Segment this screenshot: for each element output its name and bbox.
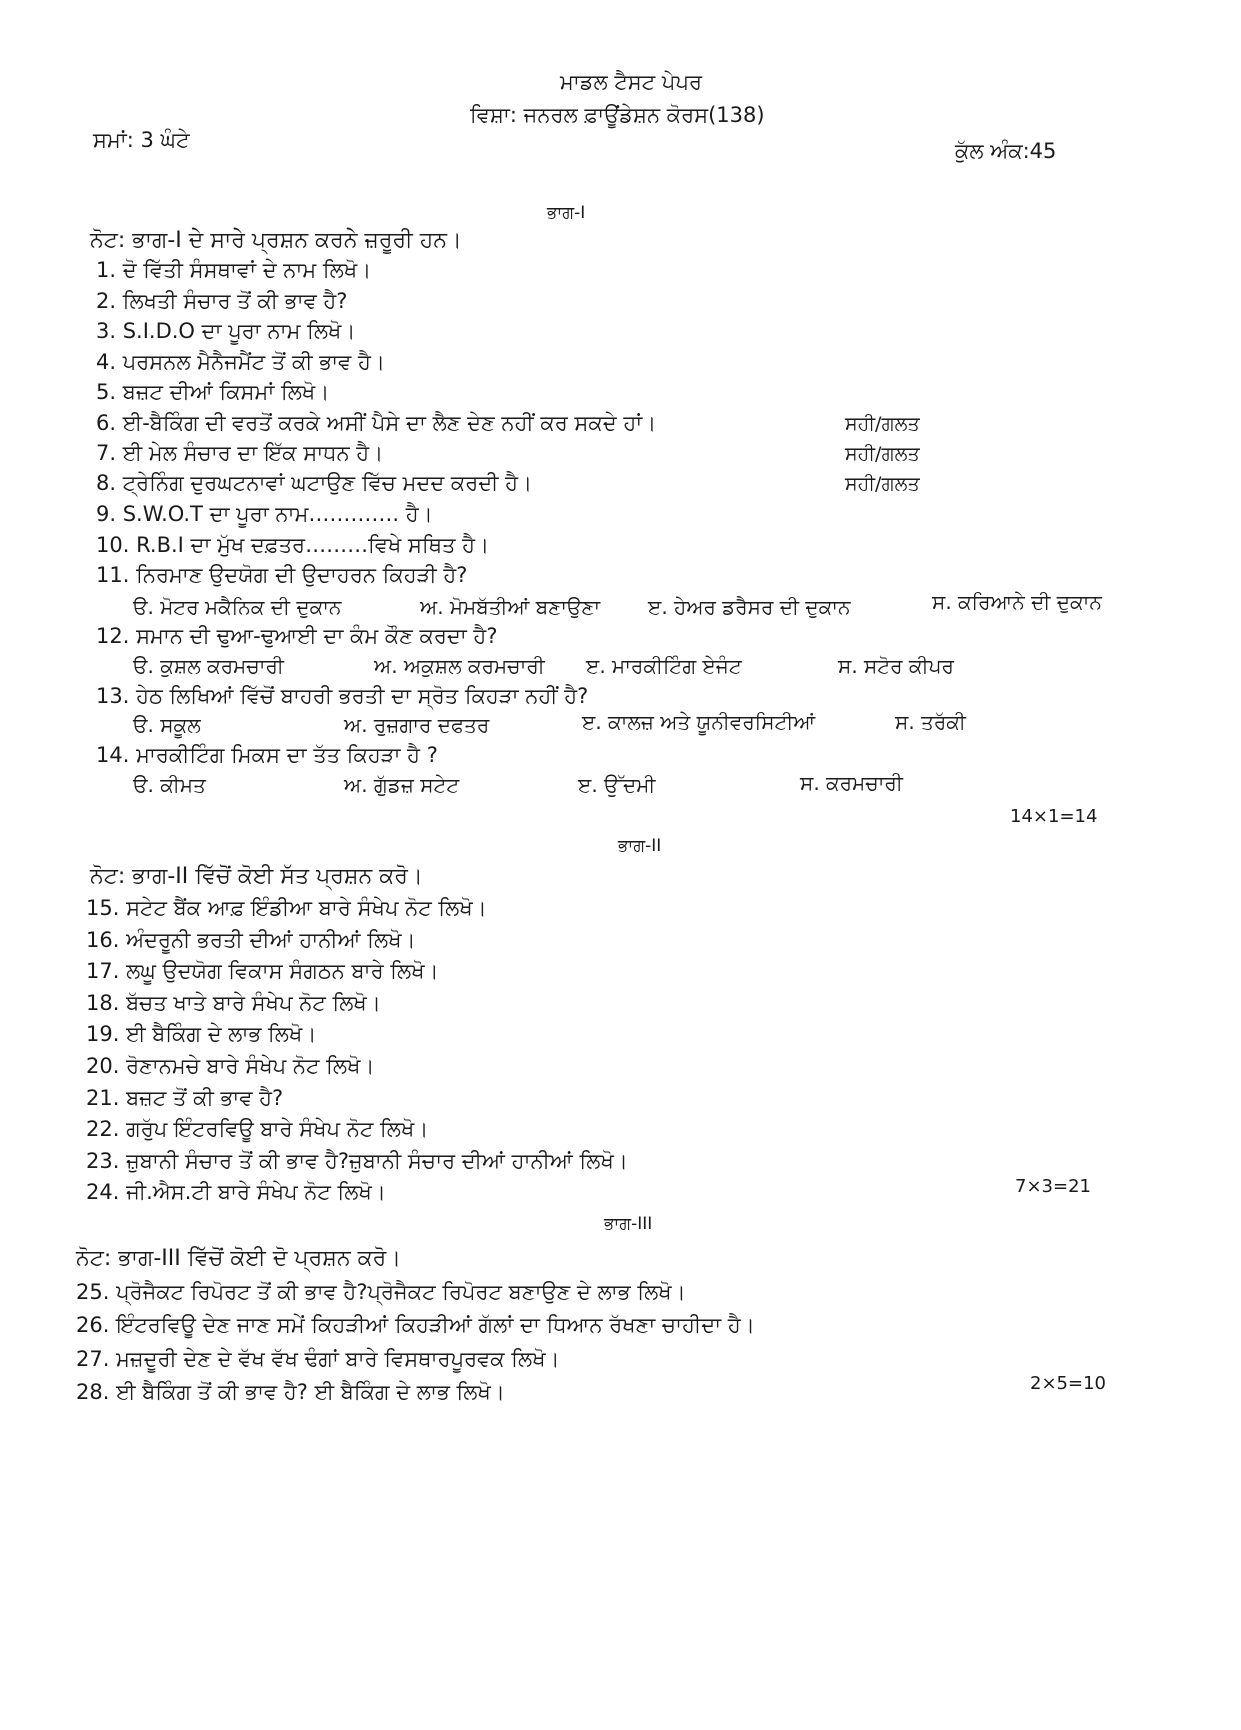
- option-q14-b: ਅ. ਗੁੱਡਜ਼ ਸਟੇਟ: [344, 773, 460, 797]
- question-16: 16. ਅੰਦਰੂਨੀ ਭਰਤੀ ਦੀਆਂ ਹਾਨੀਆਂ ਲਿਖੋ।: [86, 928, 416, 952]
- question-14: 14. ਮਾਰਕੀਟਿੰਗ ਮਿਕਸ ਦਾ ਤੱਤ ਕਿਹੜਾ ਹੈ ?: [96, 743, 438, 767]
- question-2: 2. ਲਿਖਤੀ ਸੰਚਾਰ ਤੋਂ ਕੀ ਭਾਵ ਹੈ?: [96, 289, 348, 313]
- option-q13-b: ਅ. ਰੁਜ਼ਗਾਰ ਦਫਤਰ: [344, 713, 490, 737]
- question-24: 24. ਜੀ.ਐਸ.ਟੀ ਬਾਰੇ ਸੰਖੇਪ ਨੋਟ ਲਿਖੋ।: [86, 1180, 386, 1204]
- true-false-label: ਸਹੀ/ਗਲਤ: [845, 413, 920, 435]
- question-28: 28. ਈ ਬੈਕਿੰਗ ਤੋਂ ਕੀ ਭਾਵ ਹੈ? ਈ ਬੈਕਿੰਗ ਦੇ ਲਾਭ ਲਿਖੋ।: [76, 1380, 505, 1404]
- question-18: 18. ਬੱਚਤ ਖਾਤੇ ਬਾਰੇ ਸੰਖੇਪ ਨੋਟ ਲਿਖੋ।: [86, 991, 381, 1015]
- option-q11-c: ੲ. ਹੇਅਰ ਡਰੈਸਰ ਦੀ ਦੁਕਾਨ: [648, 595, 851, 619]
- question-5: 5. ਬਜ਼ਟ ਦੀਆਂ ਕਿਸਮਾਂ ਲਿਖੋ।: [96, 380, 330, 404]
- question-22: 22. ਗਰੁੱਪ ਇੰਟਰਵਿਊ ਬਾਰੇ ਸੰਖੇਪ ਨੋਟ ਲਿਖੋ।: [86, 1117, 429, 1141]
- option-q12-c: ੲ. ਮਾਰਕੀਟਿੰਗ ਏਜੰਟ: [586, 654, 742, 678]
- question-19: 19. ਈ ਬੈਕਿੰਗ ਦੇ ਲਾਭ ਲਿਖੋ।: [86, 1022, 317, 1046]
- question-6: 6. ਈ-ਬੈਕਿੰਗ ਦੀ ਵਰਤੋਂ ਕਰਕੇ ਅਸੀਂ ਪੈਸੇ ਦਾ ਲੈਣ ਦੇਣ ਨਹੀਂ ਕਰ ਸਕਦੇ ਹਾਂ।: [96, 411, 657, 435]
- paper-title: ਮਾਡਲ ਟੈਸਟ ਪੇਪਰ: [560, 70, 703, 94]
- part3-heading: ਭਾਗ-III: [604, 1214, 653, 1234]
- option-q13-c: ੲ. ਕਾਲਜ਼ ਅਤੇ ਯੂਨੀਵਰਸਿਟੀਆਂ: [582, 710, 816, 734]
- question-27: 27. ਮਜ਼ਦੂਰੀ ਦੇਣ ਦੇ ਵੱਖ ਵੱਖ ਢੰਗਾਂ ਬਾਰੇ ਵਿਸਥਾਰਪੂਰਵਕ ਲਿਖੋ।: [76, 1347, 560, 1371]
- part3-note: ਨੋਟ: ਭਾਗ-III ਵਿੱਚੋਂ ਕੋਈ ਦੋ ਪ੍ਰਸ਼ਨ ਕਰੋ।: [76, 1246, 402, 1271]
- true-false-label: ਸਹੀ/ਗਲਤ: [845, 473, 920, 495]
- part1-marks: 14×1=14: [1010, 806, 1098, 827]
- question-10: 10. R.B.I ਦਾ ਮੁੱਖ ਦਫ਼ਤਰ………ਵਿਖੇ ਸਥਿਤ ਹੈ।: [96, 533, 490, 557]
- part2-marks: 7×3=21: [1015, 1176, 1091, 1197]
- question-9: 9. S.W.O.T ਦਾ ਪੂਰਾ ਨਾਮ…………. ਹੈ।: [96, 502, 433, 526]
- option-q14-a: ੳ. ਕੀਮਤ: [133, 773, 206, 797]
- question-17: 17. ਲਘੂ ਉਦਯੋਗ ਵਿਕਾਸ ਸੰਗਠਨ ਬਾਰੇ ਲਿਖੋ।: [86, 959, 439, 983]
- option-q14-d: ਸ. ਕਰਮਚਾਰੀ: [800, 771, 903, 795]
- option-q11-d: ਸ. ਕਰਿਆਨੇ ਦੀ ਦੁਕਾਨ: [932, 590, 1102, 614]
- part3-marks: 2×5=10: [1030, 1373, 1106, 1394]
- question-11: 11. ਨਿਰਮਾਣ ਉਦਯੋਗ ਦੀ ਉਦਾਹਰਨ ਕਿਹੜੀ ਹੈ?: [96, 563, 468, 587]
- question-15: 15. ਸਟੇਟ ਬੈਂਕ ਆਫ਼ ਇੰਡੀਆ ਬਾਰੇ ਸੰਖੇਪ ਨੋਟ ਲਿਖੋ।: [86, 896, 487, 920]
- question-25: 25. ਪ੍ਰੋਜੈਕਟ ਰਿਪੋਰਟ ਤੋਂ ਕੀ ਭਾਵ ਹੈ?ਪ੍ਰੋਜੈਕਟ ਰਿਪੋਰਟ ਬਣਾਉਣ ਦੇ ਲਾਭ ਲਿਖੋ।: [76, 1280, 686, 1304]
- option-q14-c: ੲ. ਉੱਦਮੀ: [578, 773, 656, 797]
- option-q13-a: ੳ. ਸਕੂਲ: [133, 713, 201, 737]
- question-3: 3. S.I.D.O ਦਾ ਪੂਰਾ ਨਾਮ ਲਿਖੋ।: [96, 319, 356, 343]
- true-false-label: ਸਹੀ/ਗਲਤ: [845, 443, 920, 465]
- question-12: 12. ਸਮਾਨ ਦੀ ਢੁਆ-ਢੁਆਈ ਦਾ ਕੰਮ ਕੌਣ ਕਰਦਾ ਹੈ?: [96, 624, 498, 648]
- option-q13-d: ਸ. ਤਰੱਕੀ: [895, 710, 966, 734]
- part1-note: ਨੋਟ: ਭਾਗ-I ਦੇ ਸਾਰੇ ਪ੍ਰਸ਼ਨ ਕਰਨੇ ਜ਼ਰੂਰੀ ਹਨ।: [90, 228, 462, 253]
- part2-heading: ਭਾਗ-II: [618, 836, 662, 856]
- part2-note: ਨੋਟ: ਭਾਗ-II ਵਿੱਚੋਂ ਕੋਈ ਸੱਤ ਪ੍ਰਸ਼ਨ ਕਰੋ।: [90, 864, 423, 889]
- option-q12-d: ਸ. ਸਟੋਰ ਕੀਪਰ: [838, 654, 954, 678]
- question-20: 20. ਰੋਣਾਨਮਚੇ ਬਾਰੇ ਸੰਖੇਪ ਨੋਟ ਲਿਖੋ।: [86, 1054, 375, 1078]
- question-21: 21. ਬਜ਼ਟ ਤੋਂ ਕੀ ਭਾਵ ਹੈ?: [86, 1086, 284, 1110]
- option-q11-a: ੳ. ਮੋਟਰ ਮਕੈਨਿਕ ਦੀ ਦੁਕਾਨ: [133, 595, 342, 619]
- question-13: 13. ਹੇਠ ਲਿਖਿਆਂ ਵਿੱਚੋਂ ਬਾਹਰੀ ਭਰਤੀ ਦਾ ਸ੍ਰੋਤ ਕਿਹੜਾ ਨਹੀਂ ਹੈ?: [96, 684, 589, 708]
- question-23: 23. ਜ਼ੁਬਾਨੀ ਸੰਚਾਰ ਤੋਂ ਕੀ ਭਾਵ ਹੈ?ਜ਼ੁਬਾਨੀ ਸੰਚਾਰ ਦੀਆਂ ਹਾਨੀਆਂ ਲਿਖੋ।: [86, 1149, 628, 1173]
- subject-line: ਵਿਸ਼ਾ: ਜਨਰਲ ਫ਼ਾਊਂਡੇਸ਼ਨ ਕੋਰਸ(138): [470, 103, 765, 127]
- time-allowed: ਸਮਾਂ: 3 ਘੰਟੇ: [93, 128, 190, 152]
- option-q12-a: ੳ. ਕੁਸ਼ਲ ਕਰਮਚਾਰੀ: [133, 654, 284, 678]
- question-7: 7. ਈ ਮੇਲ ਸੰਚਾਰ ਦਾ ਇੱਕ ਸਾਧਨ ਹੈ।: [96, 441, 384, 465]
- question-26: 26. ਇੰਟਰਵਿਊ ਦੇਣ ਜਾਣ ਸਮੇਂ ਕਿਹੜੀਆਂ ਕਿਹੜੀਆਂ ਗੱਲਾਂ ਦਾ ਧਿਆਨ ਰੱਖਣਾ ਚਾਹੀਦਾ ਹੈ।: [76, 1313, 755, 1337]
- part1-heading: ਭਾਗ-I: [547, 203, 586, 223]
- option-q12-b: ਅ. ਅਕੁਸ਼ਲ ਕਰਮਚਾਰੀ: [374, 654, 545, 678]
- question-8: 8. ਟ੍ਰੇਨਿੰਗ ਦੁਰਘਟਨਾਵਾਂ ਘਟਾਉਣ ਵਿੱਚ ਮਦਦ ਕਰਦੀ ਹੈ।: [96, 471, 533, 495]
- question-4: 4. ਪਰਸਨਲ ਮੈਨੈਜਮੈਂਟ ਤੋਂ ਕੀ ਭਾਵ ਹੈ।: [96, 350, 386, 374]
- option-q11-b: ਅ. ਮੋਮਬੱਤੀਆਂ ਬਣਾਉਣਾ: [420, 595, 601, 619]
- question-1: 1. ਦੋ ਵਿੱਤੀ ਸੰਸਥਾਵਾਂ ਦੇ ਨਾਮ ਲਿਖੋ।: [96, 258, 372, 282]
- total-marks: ਕੁੱਲ ਅੰਕ:45: [955, 139, 1057, 163]
